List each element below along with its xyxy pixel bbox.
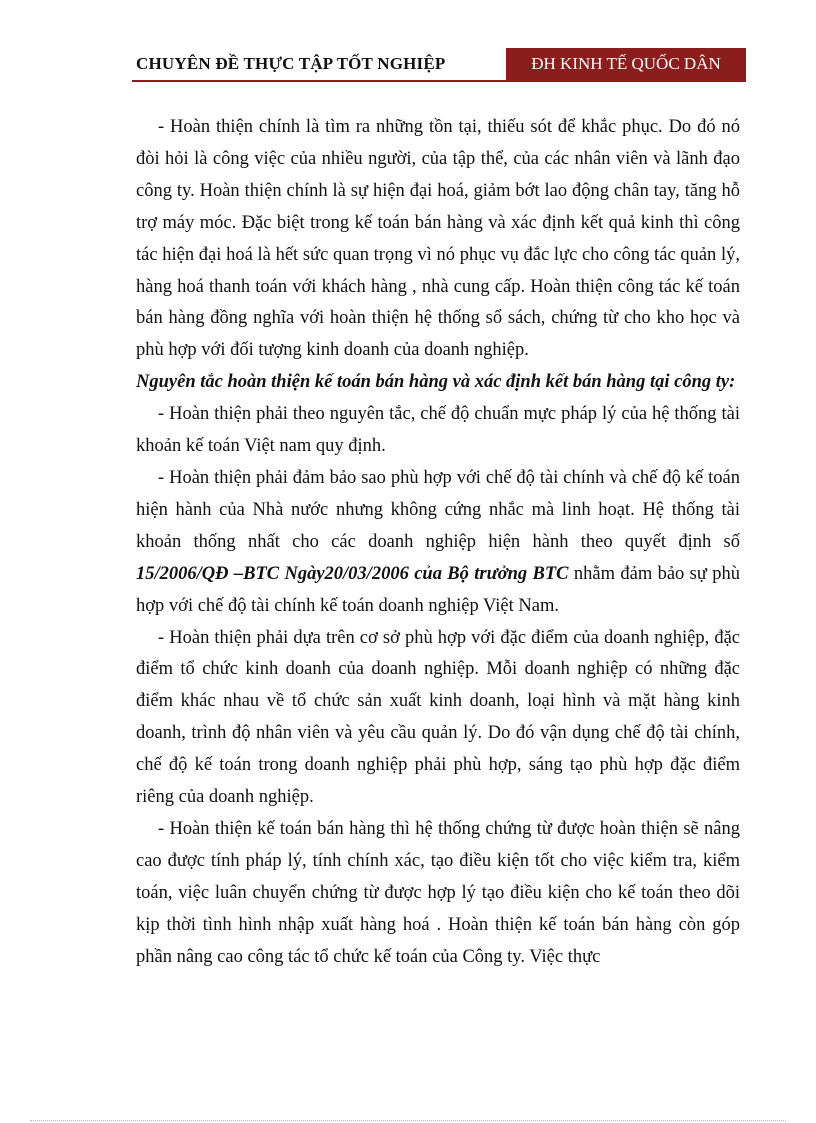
page-header [132,48,746,82]
principle-2-text-end: nhằm đảm bảo sự phù hợp với chế độ tài chính kế toán doanh nghiệp Việt Nam. [136,563,741,616]
header-divider [132,80,746,82]
paragraph-intro: - Hoàn thiện chính là tìm ra những tồn tại, thiếu sót để khắc phục. Do đó nó đòi hỏi là công việc của nhiều người, của tập thể, của các nhân viên và lãnh đạo công ty. Hoàn thiện chính là sự hiện đại hoá, giảm bớt lao động chân tay, tăng hỗ trợ máy móc. Đặc biệt trong kế toán bán hàng và xác định kết quả kinh thì công tác hiện đại hoá là hết sức quan trọng vì nó phục vụ đắc lực cho công tác quản lý, hàng hoá thanh toán với khách hàng , nhà cung cấp. Hoàn thiện công tác kế toán bán hàng đồng nghĩa với hoàn thiện hệ thống sổ sách, chứng từ cho kho học và phù hợp với đối tượng kinh doanh của doanh nghiệp. [136,117,740,361]
section-heading: Nguyên tắc hoàn thiện kế toán bán hàng và xác định kết bán hàng tại công ty: [136,372,736,393]
decision-reference: 15/2006/QĐ –BTC Ngày20/03/2006 của Bộ trưởng BTC [136,563,569,584]
paragraph-principle-1: - Hoàn thiện phải theo nguyên tắc, chế độ chuẩn mực pháp lý của hệ thống tài khoản kế toán Việt nam quy định. [136,404,740,457]
header-university-banner: ĐH KINH TẾ QUỐC DÂN [506,48,746,80]
document-body [136,112,740,973]
footer-divider [30,1120,786,1121]
paragraph-principle-4: - Hoàn thiện kế toán bán hàng thì hệ thống chứng từ được hoàn thiện sẽ nâng cao được tính pháp lý, tính chính xác, tạo điều kiện tốt cho việc kiểm tra, kiểm toán, việc luân chuyển chứng từ được hợp lý tạo điều kiện cho kế toán theo dõi kịp thời tình hình nhập xuất hàng hoá . Hoàn thiện kế toán bán hàng còn góp phần nâng cao công tác tổ chức kế toán của Công ty. Việc thực [136,818,740,967]
header-title: CHUYÊN ĐỀ THỰC TẬP TỐT NGHIỆP [136,54,446,73]
paragraph-principle-3: - Hoàn thiện phải dựa trên cơ sở phù hợp với đặc điểm của doanh nghiệp, đặc điểm tổ chức kinh doanh của doanh nghiệp. Mỗi doanh nghiệp có những đặc điểm khác nhau về tổ chức sản xuất kinh doanh, loại hình và mặt hàng kinh doanh, trình độ nhân viên và yêu cầu quản lý. Do đó vận dụng chế độ tài chính, chế độ kế toán trong doanh nghiệp phải phù hợp, sáng tạo phù hợp đặc điểm riêng của doanh nghiệp. [136,627,740,808]
principle-2-text-start: - Hoàn thiện phải đảm bảo sao phù hợp với chế độ tài chính và chế độ kế toán hiện hành của Nhà nước nhưng không cứng nhắc mà linh hoạt. Hệ thống tài khoản thống nhất cho các doanh nghiệp hiện hành theo quyết định số [136,467,740,552]
paragraph-principle-2 [136,463,740,623]
